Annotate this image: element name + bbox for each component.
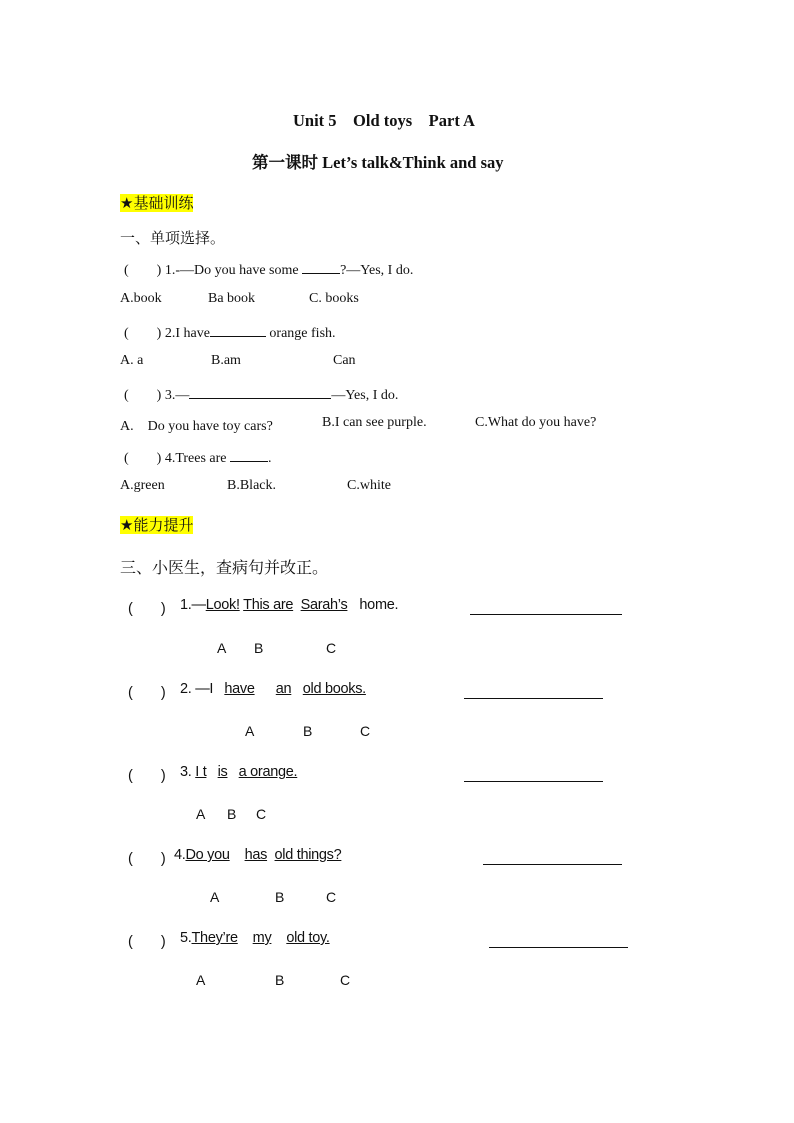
letter-b: B [275,972,285,988]
letter-c: C [256,806,267,822]
correction-line[interactable] [464,781,603,782]
option-b: B.am [211,353,241,368]
section-heading-1: 一、单项选择。 [120,229,226,247]
answer-paren[interactable]: ( ) [124,451,162,466]
answer-paren[interactable]: ( ) [124,326,162,341]
letter-b: B [227,806,237,822]
option-c: C.What do you have? [475,415,597,430]
page-subtitle: 第一课时 Let’s talk&Think and say [252,153,504,172]
option-a: A.green [120,478,165,493]
blank[interactable] [189,384,331,399]
error-sentence-2: 2. —I have an old books. [180,681,366,697]
option-a: A. a [120,353,144,368]
letter-c: C [360,723,371,739]
answer-paren[interactable]: ( ) [128,768,166,784]
blank[interactable] [302,259,340,274]
section-heading-2: 三、小医生，查病句并改正。 [120,558,329,577]
error-item-1 [128,597,165,618]
correction-line[interactable] [464,698,603,699]
correction-line[interactable] [489,947,628,948]
error-sentence-1: 1.—Look! This are Sarah’s home. [180,597,399,613]
letter-a: A [245,723,255,739]
letter-a: A [196,806,206,822]
option-c: Can [333,353,356,368]
letter-b: B [303,723,313,739]
option-a: A. Do you have toy cars? [120,419,273,434]
option-a: A.book [120,291,162,306]
question-3: ( ) 3.— —Yes, I do. [124,384,398,404]
question-4: ( ) 4.Trees are . [124,447,272,467]
correction-line[interactable] [470,614,622,615]
correction-line[interactable] [483,864,622,865]
letter-b: B [275,889,285,905]
error-sentence-4: 4.Do you has old things? [174,847,342,863]
answer-paren[interactable]: ( ) [128,685,166,701]
error-item-4 [128,847,165,868]
option-b: B.I can see purple. [322,415,427,430]
question-1: ( ) 1.-—Do you have some ?—Yes, I do. [124,259,413,279]
letter-c: C [326,640,337,656]
answer-paren[interactable]: ( ) [128,601,166,617]
section-badge-basic: ★基础训练 [120,194,194,212]
error-item-5 [128,930,165,951]
error-sentence-3: 3. I t is a orange. [180,764,298,780]
letter-a: A [217,640,227,656]
letter-b: B [254,640,264,656]
letter-a: A [210,889,220,905]
error-item-3 [128,764,165,785]
page-title: Unit 5 Old toys Part A [293,111,475,130]
question-2: ( ) 2.I have orange fish. [124,322,336,342]
blank[interactable] [210,322,266,337]
letter-a: A [196,972,206,988]
error-item-2 [128,681,165,702]
blank[interactable] [230,447,268,462]
error-sentence-5: 5.They’re my old toy. [180,930,330,946]
letter-c: C [340,972,351,988]
option-b: Ba book [208,291,256,306]
section-badge-advanced: ★能力提升 [120,516,194,534]
letter-c: C [326,889,337,905]
answer-paren[interactable]: ( ) [124,263,162,278]
option-c: C. books [309,291,359,306]
answer-paren[interactable]: ( ) [128,934,166,950]
answer-paren[interactable]: ( ) [124,388,162,403]
option-b: B.Black. [227,478,276,493]
answer-paren[interactable]: ( ) [128,851,166,867]
option-c: C.white [347,478,391,493]
